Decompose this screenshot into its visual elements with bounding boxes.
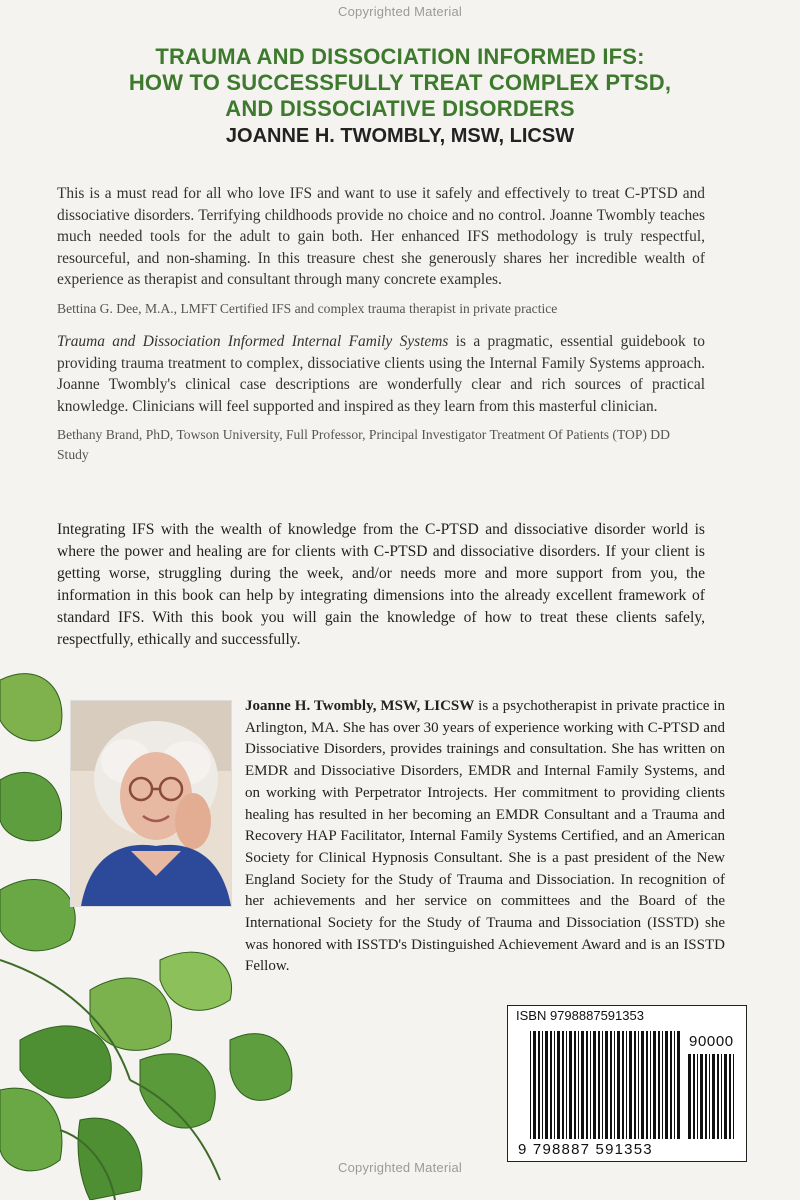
barcode-bar: [538, 1031, 540, 1139]
watermark-bottom: Copyrighted Material: [338, 1160, 462, 1175]
barcode-bar: [629, 1031, 632, 1139]
barcode-bar: [662, 1031, 663, 1139]
barcode-bar: [688, 1054, 691, 1139]
barcode-bar: [569, 1031, 572, 1139]
title-block: [0, 44, 800, 149]
endorsement-attribution-2: Bethany Brand, PhD, Towson University, Full Professor, Principal Investigator Treatment Of Patients (TOP) DD Study: [57, 427, 670, 463]
barcode-bar: [665, 1031, 668, 1139]
barcode-bar: [729, 1054, 731, 1139]
barcode-bar: [626, 1031, 627, 1139]
endorsement-book-title: Trauma and Dissociation Informed Internal Family Systems: [57, 332, 449, 350]
endorsement-quote-2: [57, 331, 705, 417]
barcode-bar: [674, 1031, 675, 1139]
barcode-bar: [562, 1031, 564, 1139]
price-code: 90000: [689, 1033, 734, 1050]
book-title-line-1: TRAUMA AND DISSOCIATION INFORMED IFS:: [155, 44, 645, 69]
barcode-bar: [557, 1031, 560, 1139]
barcode-bar: [586, 1031, 588, 1139]
barcode-bar: [653, 1031, 656, 1139]
barcode-bar: [634, 1031, 636, 1139]
barcode-bar: [721, 1054, 722, 1139]
barcode-bar: [545, 1031, 548, 1139]
barcode-bar: [622, 1031, 624, 1139]
barcode-bar: [602, 1031, 603, 1139]
barcode-bar: [533, 1031, 536, 1139]
author-credit: JOANNE H. TWOMBLY, MSW, LICSW: [225, 125, 575, 147]
book-title-line-2: HOW TO SUCCESSFULLY TREAT COMPLEX PTSD,: [128, 70, 672, 95]
barcode-bar: [530, 1031, 531, 1139]
barcode-bar: [614, 1031, 615, 1139]
book-title-line-3: AND DISSOCIATIVE DISORDERS: [225, 96, 575, 121]
book-description: Integrating IFS with the wealth of knowledge from the C-PTSD and dissociative disorder world is where the power and healing are for clients with C-PTSD and dissociative disorders. If your client is getting worse, struggling during the week, and/or needs more and more support from you, the information in this book can help by integrating dimensions into the already excellent framework of standard IFS. With this book you will gain the knowledge of how to treat these clients safely, respectfully, ethically and successfully.: [57, 521, 705, 648]
ean-digits: 9 798887 591353: [518, 1141, 653, 1158]
isbn-barcode: [507, 1005, 747, 1162]
barcode-bar: [712, 1054, 715, 1139]
barcode-bar: [617, 1031, 620, 1139]
barcode-bar: [705, 1054, 707, 1139]
barcode-bar: [717, 1054, 719, 1139]
barcode-bar: [700, 1054, 703, 1139]
watermark-top: Copyrighted Material: [338, 4, 462, 19]
endorsement-attribution-1: Bettina G. Dee, M.A., LMFT Certified IFS and complex trauma therapist in private practice: [57, 300, 558, 316]
author-bio-name: Joanne H. Twombly, MSW, LICSW: [245, 698, 475, 714]
barcode-bar: [658, 1031, 660, 1139]
barcode-bar: [646, 1031, 648, 1139]
author-bio: [245, 696, 725, 978]
endorsement-quote-1: This is a must read for all who love IFS and want to use it safely and effectively to treat C-PTSD and dissociative disorders. Terrifying childhoods provide no choice and no control. Joanne Twombly teaches much needed tools for the adult to gain both. Her enhanced IFS methodology is truly respectful, resourceful, and non-shaming. In this treasure chest she generously shares her incredible wealth of experience as therapist and consultant through many concrete examples.: [57, 185, 705, 289]
barcode-bar: [542, 1031, 543, 1139]
barcode-bar: [693, 1054, 695, 1139]
barcode-bar: [641, 1031, 644, 1139]
barcode-bar: [590, 1031, 591, 1139]
barcode-bar: [550, 1031, 552, 1139]
ean-barcode-bars: [530, 1031, 680, 1139]
barcode-bar: [697, 1054, 698, 1139]
addon-barcode-bars: [688, 1054, 738, 1139]
barcode-bar: [566, 1031, 567, 1139]
barcode-bar: [605, 1031, 608, 1139]
barcode-bar: [574, 1031, 576, 1139]
endorsements: [57, 183, 705, 465]
barcode-bar: [677, 1031, 680, 1139]
barcode-bar: [724, 1054, 727, 1139]
barcode-bar: [638, 1031, 639, 1139]
endorsement-quote-2-text: is a pragmatic, essential guidebook to providing trauma treatment to complex, dissociative clients using the Internal Family Systems approach. Joanne Twombly's clinical case descriptions are wonderfully clear and rich sources of practical knowledge. Clinicians will feel supported and inspired as they learn from this masterful clinician.: [57, 332, 705, 415]
barcode-bar: [581, 1031, 584, 1139]
barcode-bar: [610, 1031, 612, 1139]
barcode-bar: [598, 1031, 600, 1139]
barcode-bar: [733, 1054, 734, 1139]
barcode-bar: [650, 1031, 651, 1139]
barcode-bar: [593, 1031, 596, 1139]
barcode-bar: [670, 1031, 672, 1139]
author-bio-text: is a psychotherapist in private practice in Arlington, MA. She has over 30 years of experience working with C-PTSD and Dissociative Disorders, provides trainings and consultation. She has written on EMDR and Dissociative Disorders, EMDR and Internal Family Systems, and on working with Perpetrator Introjects. Her commitment to providing clients healing has resulted in her becoming an EMDR Consultant and a Trauma and Recovery HAP Facilitator, Internal Family Systems Certified, and an American Society for Clinical Hypnosis Consultant. She is a past president of the New England Society for the Study of Trauma and Dissociation. In recognition of her achievements and her service on committees and the Board of the International Society for the Study of Trauma and Dissociation (ISSTD) she was honored with ISSTD's Distinguished Achievement Award and is an ISSTD Fellow.: [245, 698, 726, 975]
barcode-bar: [578, 1031, 579, 1139]
author-photo: [70, 700, 232, 907]
isbn-label: ISBN 9798887591353: [516, 1008, 644, 1023]
barcode-bar: [554, 1031, 555, 1139]
barcode-bar: [709, 1054, 710, 1139]
